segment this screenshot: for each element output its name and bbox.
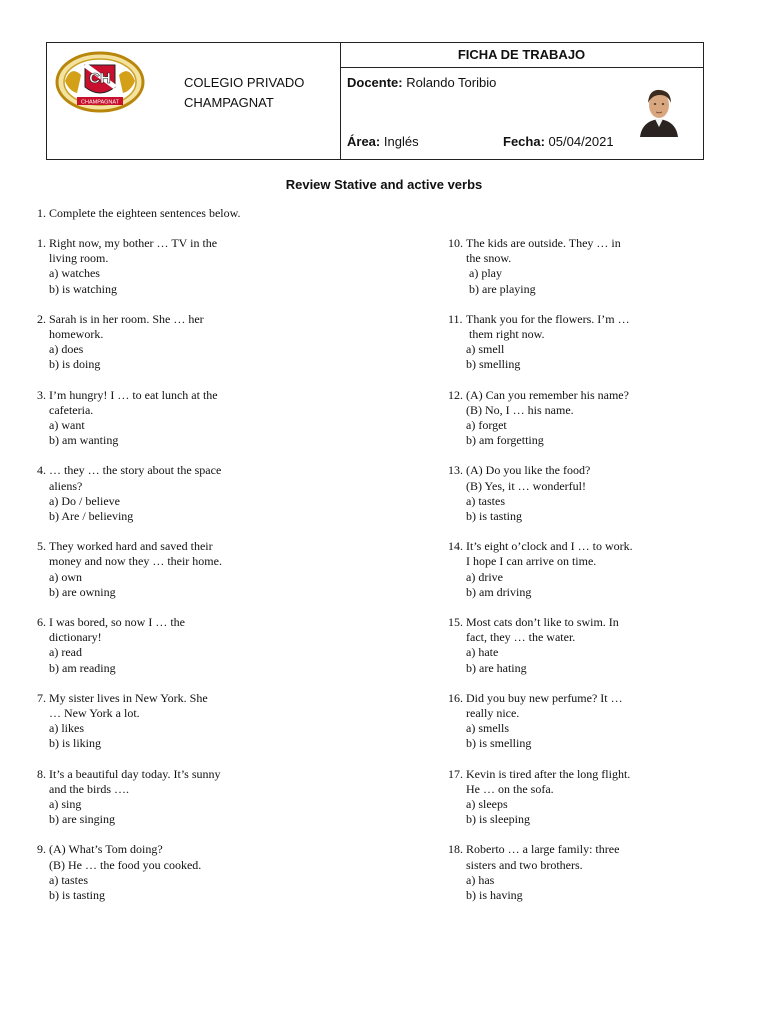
question-body [49, 463, 221, 524]
answer-option: b) is doing [49, 357, 101, 372]
question-text-line: My sister lives in New York. She [49, 690, 208, 705]
answer-option: a) sleeps [466, 796, 508, 811]
question-text-line: them right now. [466, 326, 545, 341]
answer-option: a) tastes [466, 493, 505, 508]
question-number: 7. [37, 690, 46, 705]
answer-option: a) want [49, 417, 85, 432]
question-number: 15. [448, 615, 463, 629]
answer-option: b) is sleeping [466, 812, 530, 827]
docente-value: Rolando Toribio [406, 75, 497, 90]
info-cell [340, 43, 703, 159]
answer-option: b) are singing [49, 812, 115, 827]
answer-option: b) is having [466, 887, 523, 902]
question-body [49, 615, 185, 676]
question-text-line: (A) What’s Tom doing? [49, 842, 163, 857]
answer-option: b) is tasting [466, 508, 522, 523]
question-body [49, 312, 204, 373]
question-text-line: Sarah is in her room. She … her [49, 311, 204, 326]
answer-option: a) Do / believe [49, 493, 120, 508]
question-number: 12. [448, 387, 463, 402]
question-number: 14. [448, 539, 463, 554]
question-body [466, 615, 619, 676]
question-text-line: Roberto … a large family: three [466, 842, 620, 857]
question-number: 1. [37, 236, 46, 250]
fecha-field [503, 134, 614, 149]
answer-option: b) is tasting [49, 887, 105, 902]
question-text-line: It’s a beautiful day today. It’s sunny [49, 766, 221, 781]
question-body [466, 312, 630, 373]
question-body [466, 539, 633, 600]
answer-option: a) sing [49, 796, 82, 811]
question-text-line: sisters and two brothers. [466, 857, 583, 872]
question-text-line: and the birds …. [49, 781, 129, 796]
question-body [49, 691, 208, 752]
page-title: Review Stative and active verbs [285, 177, 483, 192]
answer-option: b) are hating [466, 660, 527, 675]
question-text-line: money and now they … their home. [49, 554, 222, 569]
question-body [49, 842, 201, 903]
answer-option: a) drive [466, 569, 503, 584]
answer-option: a) play [466, 266, 502, 281]
answer-option: b) are playing [466, 281, 536, 296]
answer-option: a) smell [466, 342, 505, 357]
answer-option: b) am reading [49, 660, 116, 675]
question-text-line: really nice. [466, 705, 520, 720]
fecha-label: Fecha: [503, 134, 545, 149]
question-text-line: (B) Yes, it … wonderful! [466, 478, 586, 493]
question-text-line: Most cats don’t like to swim. In [466, 615, 619, 629]
question-body [49, 236, 217, 297]
question-text-line: the snow. [466, 251, 512, 266]
answer-option: a) smells [466, 721, 509, 736]
answer-option: a) likes [49, 721, 84, 736]
school-name-line1: COLEGIO PRIVADO [184, 75, 305, 90]
form-title: FICHA DE TRABAJO [340, 43, 703, 68]
question-text-line: (B) No, I … his name. [466, 402, 574, 417]
answer-option: a) hate [466, 645, 499, 660]
question-text-line: dictionary! [49, 630, 102, 645]
answer-option: b) am driving [466, 584, 532, 599]
question-number: 9. [37, 842, 46, 857]
question-text-line: living room. [49, 251, 109, 266]
question-text-line: The kids are outside. They … in [466, 236, 621, 250]
answer-option: a) forget [466, 417, 507, 432]
question-body [49, 539, 222, 600]
question-number: 5. [37, 539, 46, 554]
question-text-line: (B) He … the food you cooked. [49, 857, 202, 872]
question-text-line: aliens? [49, 478, 83, 493]
question-number: 4. [37, 463, 46, 478]
question-text-line: They worked hard and saved their [49, 539, 213, 554]
answer-option: b) is watching [49, 281, 117, 296]
answer-option: a) watches [49, 266, 100, 281]
question-number: 18. [448, 842, 463, 857]
logo-caption: CHAMPAGNAT [81, 99, 119, 106]
answer-option: b) am forgetting [466, 433, 544, 448]
question-number: 6. [37, 615, 46, 629]
question-number: 8. [37, 766, 46, 781]
question-number: 3. [37, 387, 46, 402]
answer-option: a) own [49, 569, 82, 584]
school-cell [47, 43, 341, 159]
docente-label: Docente: [347, 75, 403, 90]
question-number: 10. [448, 236, 463, 250]
answer-option: b) is smelling [466, 736, 532, 751]
question-body [49, 388, 218, 449]
answer-option: a) does [49, 342, 84, 357]
question-body [466, 842, 619, 903]
answer-option: a) tastes [49, 872, 88, 887]
question-text-line: (A) Can you remember his name? [466, 387, 629, 402]
question-text-line: … New York a lot. [49, 705, 140, 720]
question-body [49, 767, 221, 828]
school-name [184, 73, 304, 113]
answer-option: b) are owning [49, 584, 116, 599]
question-body [466, 236, 621, 297]
answer-option: a) has [466, 872, 495, 887]
question-number: 2. [37, 311, 46, 326]
question-body [466, 463, 590, 524]
answer-option: b) is liking [49, 736, 102, 751]
school-name-line2: CHAMPAGNAT [184, 95, 274, 110]
question-text-line: homework. [49, 326, 104, 341]
answer-option: b) Are / believing [49, 508, 134, 523]
question-number: 16. [448, 690, 463, 705]
question-body [466, 388, 629, 449]
answer-option: b) smelling [466, 357, 521, 372]
answer-option: b) am wanting [49, 433, 119, 448]
question-number: 13. [448, 463, 463, 478]
question-body [466, 691, 623, 752]
question-text-line: (A) Do you like the food? [466, 463, 591, 478]
question-number: 11. [448, 311, 463, 326]
school-logo [55, 51, 145, 113]
header-table [46, 42, 704, 160]
fecha-value: 05/04/2021 [548, 134, 614, 149]
question-text-line: fact, they … the water. [466, 630, 576, 645]
instructions: 1. Complete the eighteen sentences below. [37, 206, 241, 220]
question-text-line: I’m hungry! I … to eat lunch at the [49, 387, 218, 402]
question-body [466, 767, 630, 828]
question-text-line: Did you buy new perfume? It … [466, 690, 623, 705]
docente-field [347, 75, 496, 90]
question-text-line: Kevin is tired after the long flight. [466, 766, 631, 781]
question-text-line: Thank you for the flowers. I’m … [466, 311, 630, 326]
question-number: 17. [448, 766, 463, 781]
question-text-line: I hope I can arrive on time. [466, 554, 597, 569]
question-text-line: … they … the story about the space [49, 463, 222, 478]
area-label: Área: [347, 134, 381, 149]
area-field [347, 134, 419, 149]
question-text-line: Right now, my bother … TV in the [49, 236, 218, 250]
question-text-line: He … on the sofa. [466, 781, 554, 796]
area-value: Inglés [383, 134, 419, 149]
logo-monogram: CH [89, 70, 111, 87]
question-text-line: It’s eight o’clock and I … to work. [466, 539, 633, 554]
question-text-line: I was bored, so now I … the [49, 615, 185, 629]
answer-option: a) read [49, 645, 82, 660]
portrait-image [636, 85, 682, 137]
question-text-line: cafeteria. [49, 402, 94, 417]
